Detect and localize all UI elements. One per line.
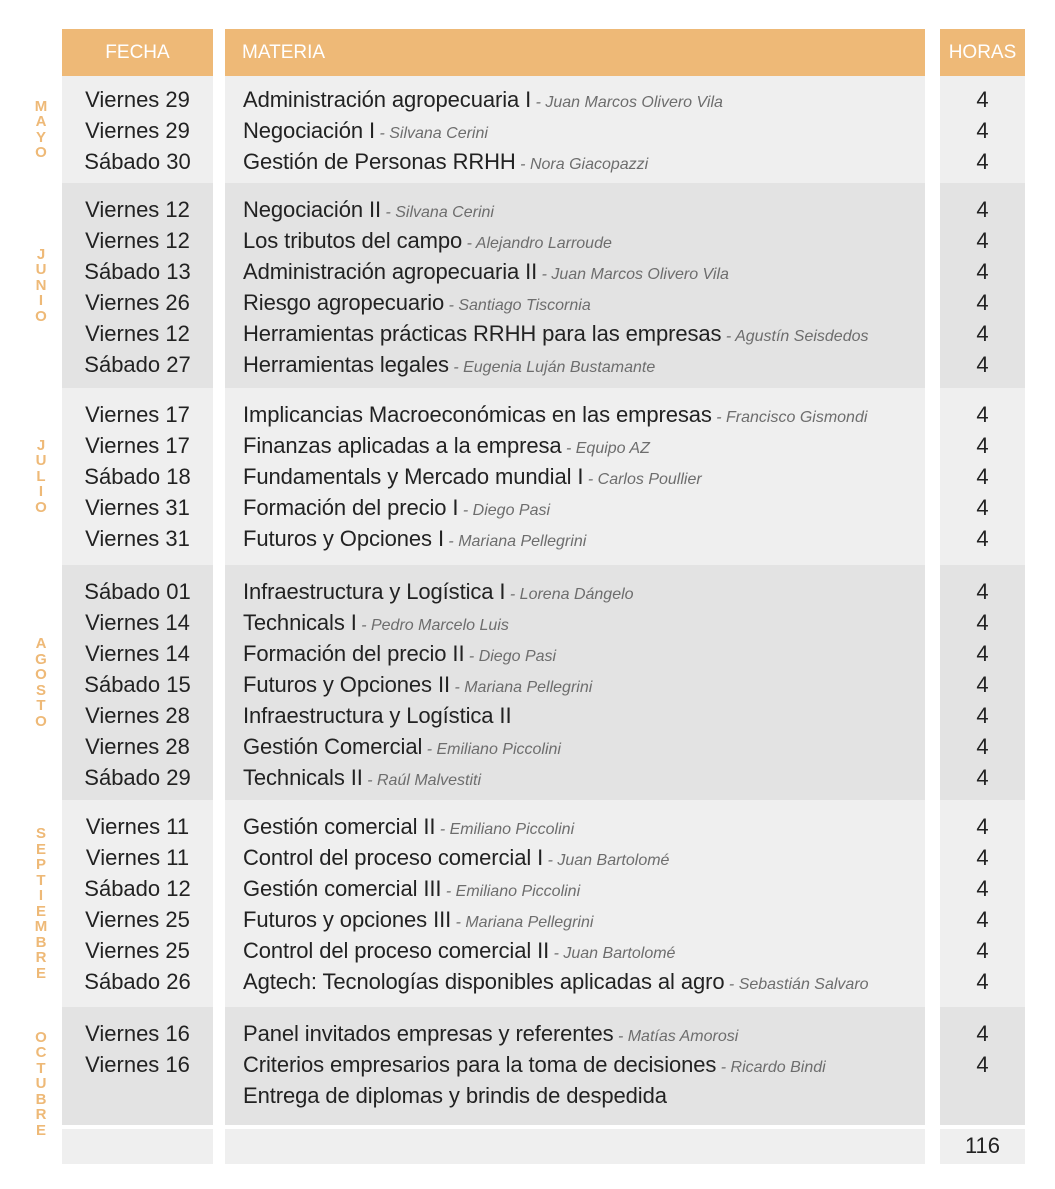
subject (243, 904, 593, 938)
month-letter: L (36, 467, 46, 485)
subject-title: Herramientas prácticas RRHH para las empresas (243, 321, 722, 346)
instructor-name: - Pedro Marcelo Luis (356, 617, 509, 634)
table-row (0, 146, 1055, 177)
instructor-name: - Silvana Cerini (381, 204, 494, 221)
subject-title: Herramientas legales (243, 352, 449, 377)
month-letter: B (35, 933, 47, 951)
subject (243, 731, 561, 765)
session-date: Viernes 14 (85, 610, 190, 635)
subject-title: Futuros y opciones III (243, 907, 452, 932)
session-hours: 4 (976, 1052, 989, 1077)
instructor-name: - Sebastián Salvaro (724, 976, 869, 993)
subject-title: Entrega de diplomas y brindis de despedida (243, 1083, 667, 1108)
table-row (0, 115, 1055, 146)
table-row (0, 461, 1055, 492)
instructor-name: - Mariana Pellegrini (443, 533, 587, 550)
session-date: Sábado 18 (84, 464, 191, 489)
total-hours: 116 (964, 1133, 1001, 1158)
table-row (0, 607, 1055, 638)
subject-title: Panel invitados empresas y referentes (243, 1021, 614, 1046)
session-date: Viernes 11 (85, 814, 190, 839)
instructor-name: - Carlos Poullier (583, 471, 702, 488)
session-date: Viernes 25 (85, 938, 190, 963)
table-row (0, 935, 1055, 966)
session-hours: 4 (976, 876, 989, 901)
session-hours: 4 (976, 259, 989, 284)
table-row (0, 84, 1055, 115)
session-hours: 4 (976, 464, 989, 489)
instructor-name: - Juan Marcos Olivero Vila (537, 266, 729, 283)
session-date: Viernes 26 (85, 290, 190, 315)
header-horas: HORAS (940, 29, 1025, 76)
month-letter: T (36, 1059, 46, 1077)
instructor-name: - Lorena Dángelo (505, 586, 634, 603)
session-hours: 4 (976, 579, 989, 604)
session-hours: 4 (976, 969, 989, 994)
subject (243, 842, 669, 876)
session-hours: 4 (976, 938, 989, 963)
subject-title: Infraestructura y Logística II (243, 703, 512, 728)
subject-title: Infraestructura y Logística I (243, 579, 506, 604)
month-letter: O (35, 498, 47, 516)
session-hours: 4 (976, 845, 989, 870)
subject (243, 966, 869, 1000)
table-row (0, 904, 1055, 935)
instructor-name: - Eugenia Luján Bustamante (448, 359, 656, 376)
table-row (0, 194, 1055, 225)
subject (243, 1080, 667, 1111)
month-letter: S (35, 825, 46, 842)
table-row (0, 399, 1055, 430)
table-row (0, 576, 1055, 607)
subject-title: Fundamentals y Mercado mundial I (243, 464, 584, 489)
month-letter: R (35, 1106, 47, 1124)
session-hours: 4 (976, 672, 989, 697)
table-row (0, 731, 1055, 762)
session-hours: 4 (976, 352, 989, 377)
month-letter: C (35, 1044, 47, 1062)
session-date: Viernes 28 (85, 703, 190, 728)
session-hours: 4 (976, 765, 989, 790)
month-letter: O (35, 712, 47, 730)
month-letter: E (35, 1121, 46, 1139)
month-letter: M (34, 918, 48, 935)
instructor-name: - Silvana Cerini (375, 125, 488, 142)
session-date: Viernes 17 (85, 402, 190, 427)
session-hours: 4 (976, 526, 989, 551)
subject-title: Futuros y Opciones I (243, 526, 444, 551)
month-letter: O (35, 307, 47, 325)
session-date: Sábado 12 (84, 876, 191, 901)
month-letter: U (35, 261, 47, 279)
subject-title: Gestión comercial II (243, 814, 436, 839)
subject-title: Finanzas aplicadas a la empresa (243, 433, 562, 458)
month-letter: O (35, 1028, 47, 1046)
table-row (0, 666, 1055, 700)
month-letter: I (38, 483, 44, 501)
month-letter: I (38, 887, 44, 904)
subject (243, 935, 675, 969)
month-letter: J (36, 245, 46, 263)
session-hours: 4 (976, 197, 989, 222)
subject-title: Gestión de Personas RRHH (243, 149, 516, 174)
session-date: Sábado 15 (84, 672, 191, 697)
month-letter: A (35, 113, 47, 130)
session-date: Viernes 12 (85, 321, 190, 346)
instructor-name: - Diego Pasi (458, 502, 551, 519)
month-letter: E (35, 964, 46, 982)
instructor-name: - Juan Bartolomé (549, 945, 676, 962)
subject (243, 115, 488, 149)
month-letter: N (35, 276, 47, 294)
month-letter: O (35, 666, 47, 683)
month-letter: J (36, 436, 46, 454)
header-materia: MATERIA (225, 29, 925, 76)
instructor-name: - Mariana Pellegrini (450, 679, 593, 696)
subject (243, 430, 650, 464)
table-row (0, 873, 1055, 904)
session-hours: 4 (976, 734, 989, 759)
session-date: Viernes 14 (85, 641, 190, 666)
table-row (0, 811, 1055, 842)
subject-title: Administración agropecuaria I (243, 87, 532, 112)
subject-title: Negociación I (243, 118, 375, 143)
subject (243, 762, 481, 796)
session-hours: 4 (976, 290, 989, 315)
session-date: Sábado 26 (84, 969, 191, 994)
table-row (0, 842, 1055, 873)
subject (243, 349, 655, 383)
session-date: Viernes 31 (85, 495, 190, 520)
subject (243, 194, 494, 228)
session-date: Sábado 30 (84, 149, 191, 174)
month-letter: U (35, 452, 47, 470)
subject-title: Agtech: Tecnologías disponibles aplicadas al agro (243, 969, 725, 994)
session-date: Viernes 16 (85, 1021, 190, 1046)
session-date: Sábado 27 (84, 352, 191, 377)
month-letter: O (35, 144, 47, 161)
instructor-name: - Agustín Seisdedos (721, 328, 869, 345)
subject-title: Control del proceso comercial II (243, 938, 550, 963)
instructor-name: - Raúl Malvestiti (362, 772, 482, 789)
subject (243, 287, 591, 321)
fecha-cell-bg (62, 1129, 213, 1164)
subject-title: Administración agropecuaria II (243, 259, 538, 284)
instructor-name: - Juan Bartolomé (543, 852, 670, 869)
session-date: Viernes 11 (85, 845, 190, 870)
session-date: Sábado 13 (84, 259, 191, 284)
instructor-name: - Matías Amorosi (613, 1028, 739, 1045)
table-row (0, 430, 1055, 461)
session-date: Viernes 29 (85, 87, 190, 112)
session-hours: 4 (976, 149, 989, 174)
header-fecha: FECHA (62, 29, 213, 76)
month-letter: P (35, 856, 46, 873)
table-row (0, 1049, 1055, 1080)
month-letter: U (35, 1075, 47, 1093)
month-letter: T (36, 871, 46, 889)
subject (243, 399, 867, 433)
subject-title: Gestión Comercial (243, 734, 423, 759)
subject (243, 492, 550, 526)
table-row (0, 318, 1055, 349)
materia-cell-bg (225, 1129, 925, 1164)
subject-title: Technicals I (243, 610, 357, 635)
session-date: Sábado 29 (84, 765, 191, 790)
subject (243, 873, 580, 907)
instructor-name: - Nora Giacopazzi (515, 156, 649, 173)
table-row (0, 256, 1055, 287)
subject-title: Implicancias Macroeconómicas en las empresas (243, 402, 712, 427)
instructor-name: - Mariana Pellegrini (451, 914, 594, 931)
month-letter: Y (35, 128, 46, 146)
month-letter: R (35, 949, 47, 966)
month-letter: M (34, 97, 48, 115)
subject-title: Criterios empresarios para la toma de decisiones (243, 1052, 717, 1077)
table-row (0, 762, 1055, 793)
session-date: Viernes 16 (85, 1052, 190, 1077)
month-letter: G (35, 650, 47, 668)
table-row (0, 523, 1055, 554)
session-date: Viernes 31 (85, 526, 190, 551)
subject (243, 523, 586, 557)
subject-title: Control del proceso comercial I (243, 845, 544, 870)
table-row (0, 697, 1055, 731)
table-row (0, 225, 1055, 256)
session-hours: 4 (976, 814, 989, 839)
subject (243, 256, 729, 290)
table-row (0, 287, 1055, 318)
subject-title: Technicals II (243, 765, 363, 790)
session-hours: 4 (976, 1021, 989, 1046)
instructor-name: - Santiago Tiscornia (444, 297, 591, 314)
instructor-name: - Juan Marcos Olivero Vila (531, 94, 723, 111)
table-row (0, 492, 1055, 523)
subject (243, 669, 592, 703)
subject (243, 576, 634, 610)
session-hours: 4 (976, 402, 989, 427)
subject (243, 1049, 826, 1083)
table-row (0, 1018, 1055, 1049)
table-row (0, 349, 1055, 380)
subject-title: Formación del precio II (243, 641, 465, 666)
session-hours: 4 (976, 228, 989, 253)
instructor-name: - Emiliano Piccolini (422, 741, 561, 758)
session-date: Viernes 29 (85, 118, 190, 143)
session-hours: 4 (976, 907, 989, 932)
session-hours: 4 (976, 87, 989, 112)
month-letter: T (36, 697, 46, 714)
session-date: Viernes 12 (85, 228, 190, 253)
subject-title: Futuros y Opciones II (243, 672, 450, 697)
instructor-name: - Alejandro Larroude (462, 235, 612, 252)
session-hours: 4 (976, 433, 989, 458)
subject (243, 700, 511, 731)
subject-title: Formación del precio I (243, 495, 459, 520)
month-letter: E (35, 902, 46, 920)
session-date: Viernes 12 (85, 197, 190, 222)
session-date: Viernes 28 (85, 734, 190, 759)
instructor-name: - Emiliano Piccolini (441, 883, 581, 900)
instructor-name: - Ricardo Bindi (716, 1059, 826, 1076)
session-hours: 4 (976, 321, 989, 346)
subject (243, 1018, 738, 1052)
session-date: Viernes 17 (85, 433, 190, 458)
instructor-name: - Francisco Gismondi (711, 409, 868, 426)
table-row (0, 635, 1055, 669)
session-hours: 4 (976, 495, 989, 520)
subject (243, 318, 868, 352)
instructor-name: - Diego Pasi (464, 648, 557, 665)
subject-title: Los tributos del campo (243, 228, 463, 253)
session-hours: 4 (976, 703, 989, 728)
instructor-name: - Emiliano Piccolini (435, 821, 575, 838)
subject-title: Gestión comercial III (243, 876, 442, 901)
subject (243, 461, 702, 495)
subject (243, 84, 723, 118)
month-letter: B (35, 1090, 47, 1108)
month-letter: A (35, 635, 47, 652)
subject (243, 811, 574, 845)
table-row (0, 966, 1055, 997)
month-letter: I (38, 292, 44, 310)
month-letter: E (35, 840, 46, 858)
instructor-name: - Equipo AZ (561, 440, 650, 457)
session-hours: 4 (976, 610, 989, 635)
table-row (0, 1080, 1055, 1111)
subject-title: Riesgo agropecuario (243, 290, 445, 315)
subject-title: Negociación II (243, 197, 382, 222)
subject (243, 638, 556, 672)
session-date: Viernes 25 (85, 907, 190, 932)
total-row (0, 1129, 1055, 1164)
subject (243, 225, 612, 259)
subject (243, 607, 509, 641)
subject (243, 146, 648, 180)
session-hours: 4 (976, 118, 989, 143)
month-letter: S (35, 681, 46, 699)
session-hours: 4 (976, 641, 989, 666)
session-date: Sábado 01 (84, 579, 191, 604)
